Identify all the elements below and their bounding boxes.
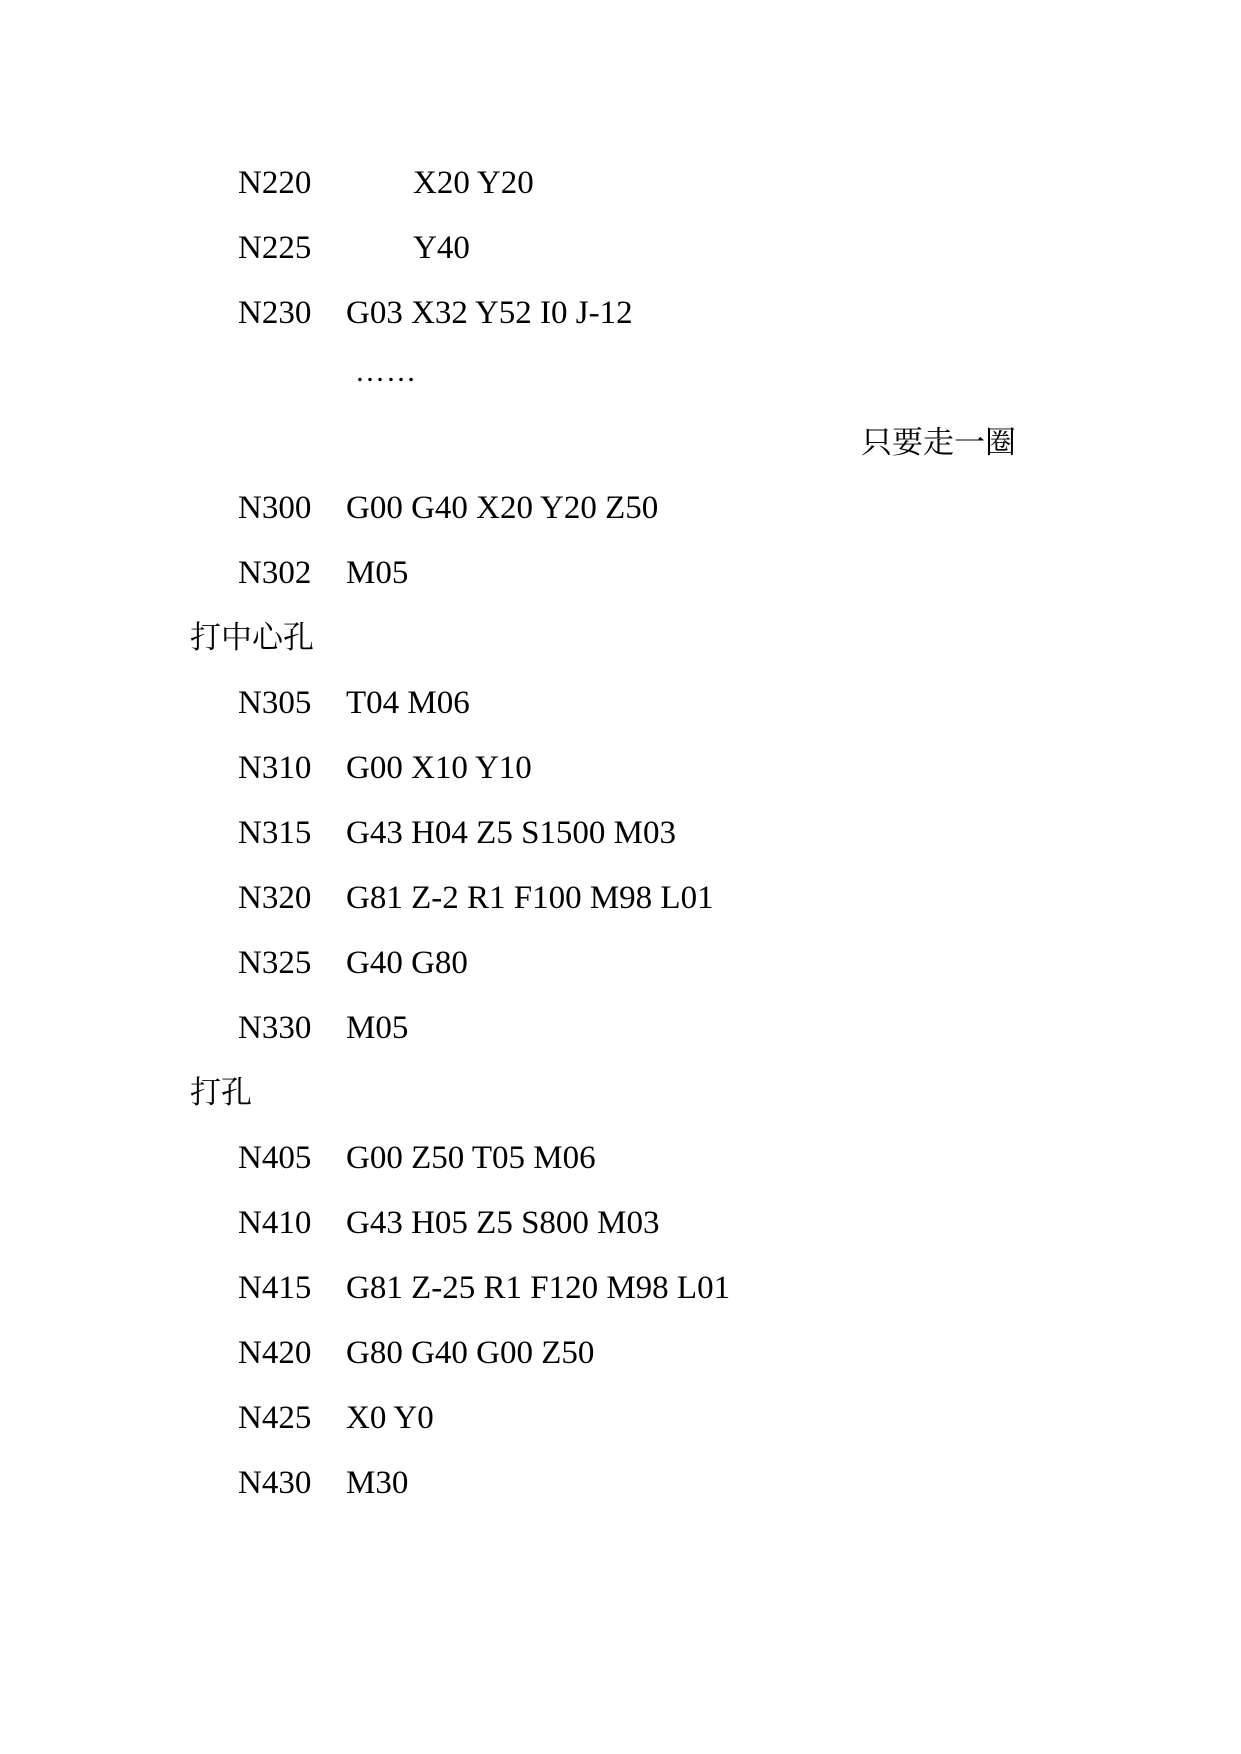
line-number: N420	[238, 1335, 312, 1371]
line-code: G00 X10 Y10	[346, 750, 532, 786]
line-code: M30	[346, 1465, 409, 1501]
line-number: N325	[238, 945, 312, 981]
line-code: G40 G80	[346, 945, 468, 981]
line-number: N415	[238, 1270, 312, 1306]
line-number: N305	[238, 685, 312, 721]
line-code: G00 Z50 T05 M06	[346, 1140, 596, 1176]
line-number: N225	[238, 230, 312, 266]
right-note: 只要走一圈	[861, 425, 1016, 460]
line-code: Y40	[413, 230, 470, 266]
line-number: N430	[238, 1465, 312, 1501]
line-number: N300	[238, 490, 312, 526]
line-code: G81 Z-2 R1 F100 M98 L01	[346, 880, 714, 916]
line-number: N320	[238, 880, 312, 916]
line-number: N220	[238, 165, 312, 201]
line-number: N330	[238, 1010, 312, 1046]
line-code: G03 X32 Y52 I0 J-12	[346, 295, 633, 331]
line-number: N302	[238, 555, 312, 591]
line-code: G43 H05 Z5 S800 M03	[346, 1205, 660, 1241]
line-code: G80 G40 G00 Z50	[346, 1335, 595, 1371]
line-number: N315	[238, 815, 312, 851]
section-heading: 打孔	[190, 1075, 252, 1110]
line-code: G43 H04 Z5 S1500 M03	[346, 815, 677, 851]
line-number: N310	[238, 750, 312, 786]
line-number: N425	[238, 1400, 312, 1436]
line-number: N230	[238, 295, 312, 331]
line-code: M05	[346, 1010, 409, 1046]
line-code: T04 M06	[346, 685, 470, 721]
line-code: X20 Y20	[413, 165, 534, 201]
line-code: M05	[346, 555, 409, 591]
line-code: G00 G40 X20 Y20 Z50	[346, 490, 659, 526]
line-number: N410	[238, 1205, 312, 1241]
line-number: N405	[238, 1140, 312, 1176]
ellipsis-text: ……	[355, 355, 417, 388]
section-heading: 打中心孔	[190, 620, 314, 655]
line-code: G81 Z-25 R1 F120 M98 L01	[346, 1270, 731, 1306]
line-code: X0 Y0	[346, 1400, 434, 1436]
